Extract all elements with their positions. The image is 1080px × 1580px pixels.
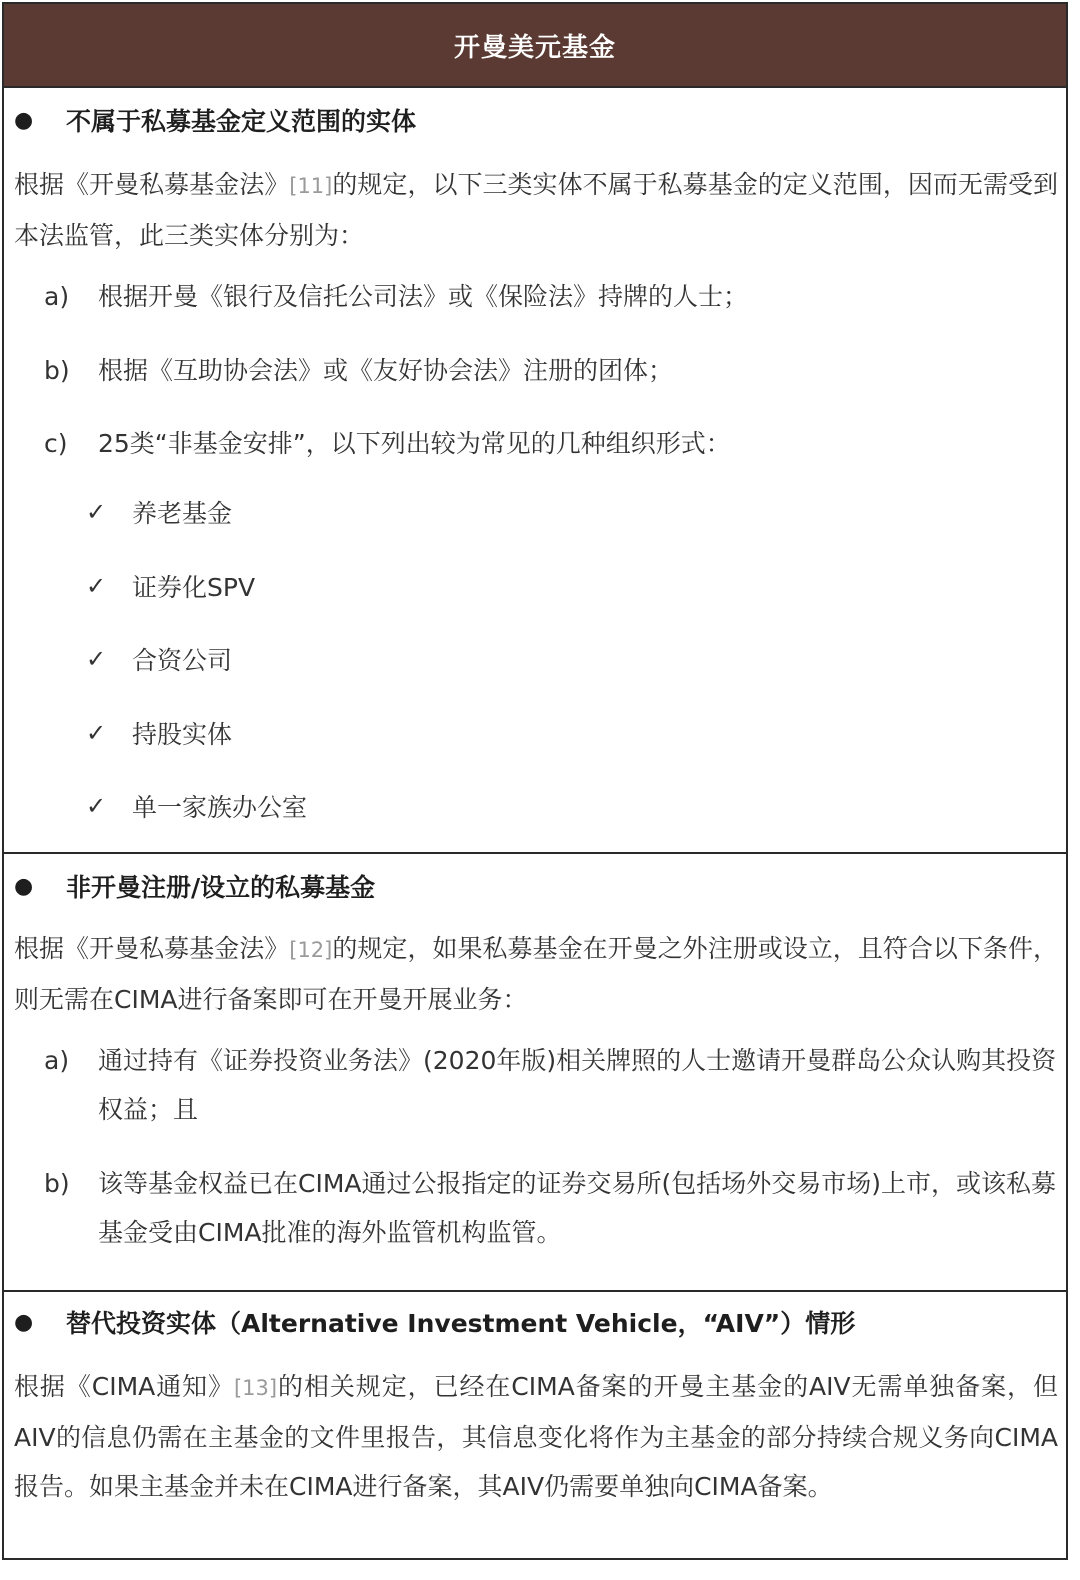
- section-paragraph: [14, 1362, 1058, 1511]
- section-heading: [14, 102, 416, 138]
- table-header: [4, 4, 1066, 88]
- checklist-text: 证券化SPV: [132, 573, 256, 602]
- list-item-text: 根据《互助协会法》或《友好协会法》注册的团体；: [98, 356, 674, 385]
- checklist-item: [86, 641, 232, 677]
- checkmark-icon: ✓: [86, 792, 107, 820]
- checkmark-icon: ✓: [86, 498, 107, 526]
- info-table: [2, 2, 1068, 1560]
- checklist-item: [86, 494, 232, 530]
- list-marker: a): [44, 282, 70, 311]
- bullet-icon: ●: [14, 873, 34, 899]
- section-title: 不属于私募基金定义范围的实体: [66, 107, 417, 136]
- checkmark-icon: ✓: [86, 645, 107, 673]
- section-paragraph: [14, 160, 1058, 260]
- list-item: [44, 272, 1058, 321]
- paragraph-text: 根据《开曼私募基金法》: [14, 170, 290, 199]
- paragraph-text: 的相关规定，已经在CIMA备案的开曼主基金的AIV无需单独备案，但AIV的信息仍需在主基金的文件里报告，其信息变化将作为主基金的部分持续合规义务向CIMA报告。如果主基金并未在CIMA进行备案，其AIV仍需要单独向CIMA备案。: [14, 1372, 1058, 1501]
- section-paragraph: [14, 924, 1058, 1024]
- checklist-text: 合资公司: [132, 646, 233, 675]
- list-item-text: 该等基金权益已在CIMA通过公报指定的证券交易所(包括场外交易市场)上市，或该私募基金受由CIMA批准的海外监管机构监管。: [98, 1169, 1057, 1247]
- section-heading: [14, 1304, 855, 1340]
- section-title: 替代投资实体（Alternative Investment Vehicle，“AIV”）情形: [66, 1309, 856, 1338]
- paragraph-text: 的规定，以下三类实体不属于私募基金的定义范围，因而无需受到本法监管，此三类实体分别为：: [14, 170, 1058, 250]
- paragraph-text: 的规定，如果私募基金在开曼之外注册或设立，且符合以下条件，则无需在CIMA进行备案即可在开曼开展业务：: [14, 934, 1058, 1014]
- section-title: 非开曼注册/设立的私募基金: [66, 873, 376, 902]
- section-non-fund-entities: [4, 88, 1066, 854]
- list-marker: a): [44, 1046, 70, 1075]
- list-item-text: 25类“非基金安排”，以下列出较为常见的几种组织形式：: [98, 429, 731, 458]
- checklist-text: 养老基金: [132, 499, 233, 528]
- checklist-item: [86, 568, 255, 604]
- paragraph-text: 根据《开曼私募基金法》: [14, 934, 290, 963]
- checklist-text: 持股实体: [132, 720, 233, 749]
- paragraph-text: 根据《CIMA通知》: [14, 1372, 234, 1401]
- section-non-cayman-funds: [4, 854, 1066, 1292]
- section-heading: [14, 868, 375, 904]
- list-marker: c): [44, 429, 68, 458]
- list-marker: b): [44, 1169, 70, 1198]
- checkmark-icon: ✓: [86, 572, 107, 600]
- table-title: 开曼美元基金: [453, 32, 616, 63]
- list-item: [44, 1036, 1058, 1134]
- list-item: [44, 419, 1058, 468]
- checklist-item: [86, 788, 307, 824]
- footnote-ref[interactable]: [11]: [289, 174, 333, 198]
- list-item-text: 通过持有《证券投资业务法》(2020年版)相关牌照的人士邀请开曼群岛公众认购其投资权益；且: [98, 1046, 1057, 1124]
- checklist-text: 单一家族办公室: [132, 793, 308, 822]
- list-item-text: 根据开曼《银行及信托公司法》或《保险法》持牌的人士；: [98, 282, 749, 311]
- bullet-icon: ●: [14, 107, 34, 133]
- footnote-ref[interactable]: [13]: [233, 1376, 278, 1400]
- section-aiv: [4, 1292, 1066, 1562]
- checkmark-icon: ✓: [86, 719, 107, 747]
- list-marker: b): [44, 356, 70, 385]
- checklist-item: [86, 715, 232, 751]
- list-item: [44, 346, 1058, 395]
- footnote-ref[interactable]: [12]: [289, 938, 333, 962]
- list-item: [44, 1159, 1058, 1257]
- bullet-icon: ●: [14, 1309, 34, 1335]
